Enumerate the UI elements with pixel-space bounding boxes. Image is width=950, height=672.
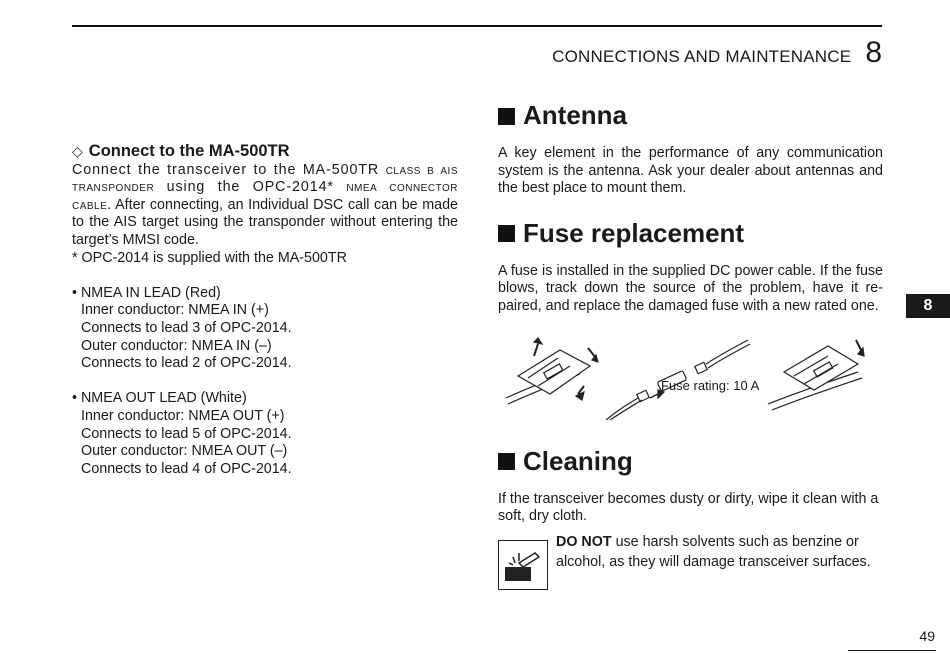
nmea-in-line: Inner conductor: NMEA IN (+): [81, 302, 269, 319]
antenna-heading-text: Antenna: [523, 100, 627, 131]
warning-text: [556, 532, 883, 590]
fuse-heading: [498, 218, 883, 250]
cleaning-heading-text: Cleaning: [523, 445, 633, 476]
section-title: CONNECTIONS AND MAINTENANCE: [552, 47, 852, 66]
fuse-heading-text: Fuse replacement: [523, 217, 745, 248]
intro-smallcaps-1: class b ais transponder: [72, 161, 459, 196]
nmea-out-line: Inner conductor: NMEA OUT (+): [81, 407, 285, 424]
fuse-holder-drawing: [498, 328, 883, 420]
warning-bold: DO NOT: [556, 533, 612, 550]
page-header: [552, 36, 882, 70]
chapter-number: 8: [865, 36, 882, 69]
left-column: [72, 143, 458, 478]
nmea-in-line: Outer conductor: NMEA IN (–): [81, 337, 272, 354]
diamond-icon: ◇: [72, 143, 83, 159]
footnote: * OPC-2014 is supplied with the MA-500TR: [72, 249, 347, 266]
fuse-rating-caption: Fuse rating: 10 A: [661, 377, 760, 393]
square-bullet-icon: [498, 108, 515, 125]
subsection-title: Connect to the MA-500TR: [88, 142, 290, 160]
intro-paragraph: [72, 162, 458, 250]
subsection-heading: [72, 143, 458, 161]
antenna-text: A key element in the performance of any communication system is the antenna. Ask your dealer about antennas and the best place to mount them.: [498, 145, 883, 197]
antenna-heading: [498, 100, 883, 132]
cleaning-text: If the transceiver becomes dusty or dirty, wipe it clean with a soft, dry cloth.: [498, 490, 879, 525]
nmea-out-title: • NMEA OUT LEAD (White): [72, 390, 247, 407]
intro-text-a: Connect the transceiver to the MA-500TR: [72, 161, 386, 178]
cleaning-heading: [498, 446, 883, 478]
square-bullet-icon: [498, 453, 515, 470]
right-column: [498, 100, 883, 590]
footer-rule: [848, 650, 936, 651]
fuse-text: A fuse is installed in the supplied DC power cable. If the fuse blows, track down the source of the problem, have it re-paired, and replace the damaged fuse with a new rated one.: [498, 262, 883, 314]
nmea-out-line: Outer conductor: NMEA OUT (–): [81, 443, 288, 460]
nmea-in-title: • NMEA IN LEAD (Red): [72, 284, 221, 301]
page-number: 49: [919, 628, 935, 644]
intro-smallcaps-2: nmea connector cable: [72, 179, 458, 213]
nmea-out-line: Connects to lead 4 of OPC-2014.: [81, 460, 292, 477]
intro-text-b: using the OPC-2014*: [154, 179, 347, 196]
nmea-out-line: Connects to lead 5 of OPC-2014.: [81, 425, 292, 442]
nmea-in-line: Connects to lead 3 of OPC-2014.: [81, 319, 292, 336]
no-solvents-icon: [498, 540, 548, 590]
fuse-illustration: [498, 328, 883, 420]
top-rule: [72, 25, 882, 27]
warning-body: use harsh solvents such as benzine or alcohol, as they will damage transceiver surfaces.: [556, 533, 871, 570]
warning-block: [498, 532, 883, 590]
square-bullet-icon: [498, 225, 515, 242]
nmea-in-line: Connects to lead 2 of OPC-2014.: [81, 355, 292, 372]
intro-text-c: . After connecting, an Individual DSC call can be made to the AIS target using the transponder without entering the target’s MMSI code.: [72, 196, 458, 248]
chapter-tab: 8: [906, 294, 950, 318]
